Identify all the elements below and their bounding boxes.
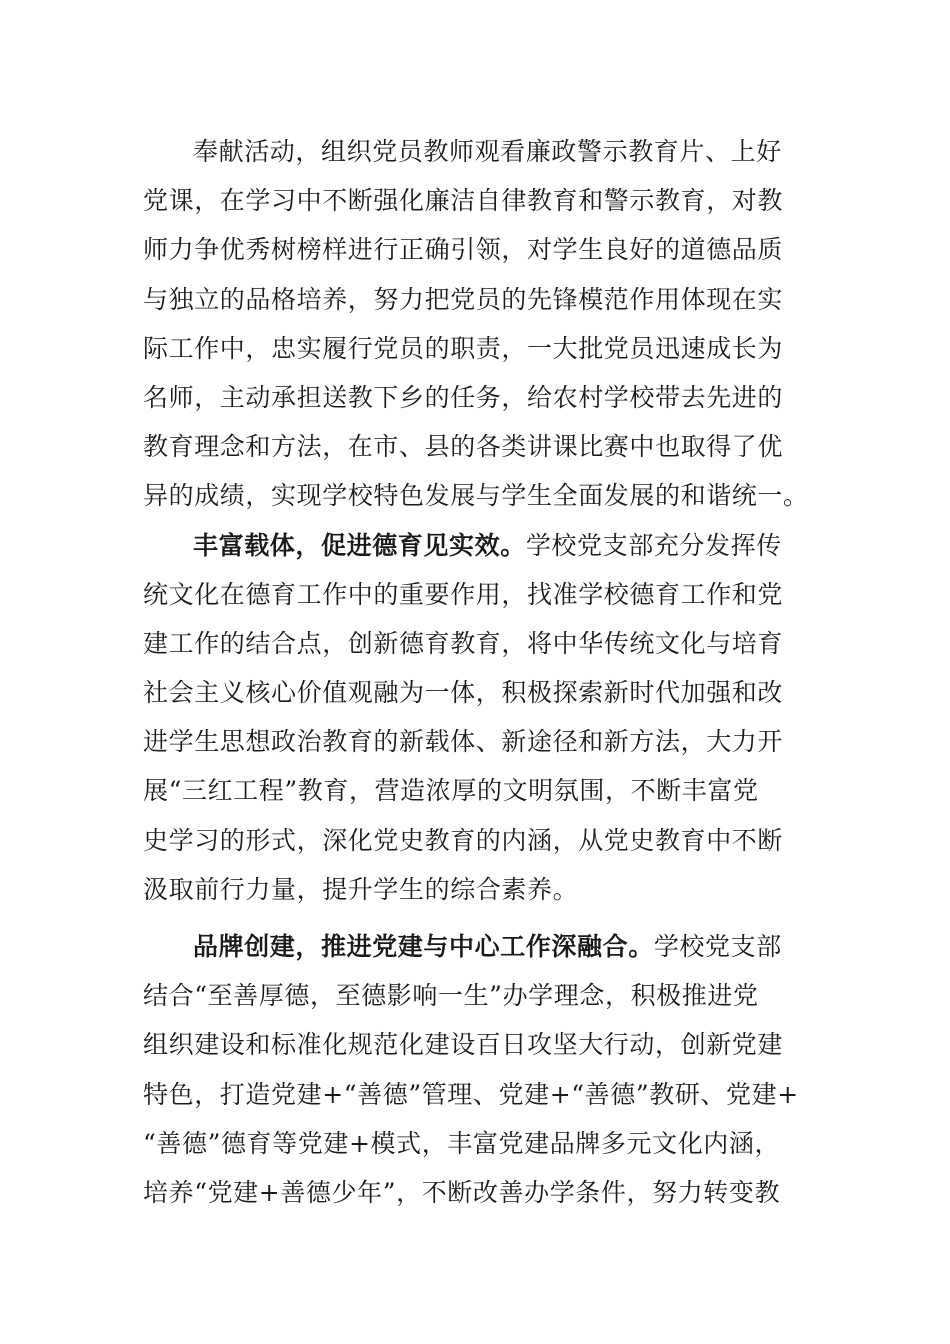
text-line: 进学生思想政治教育的新载体、新途径和新方法，大力开 (143, 727, 784, 757)
paragraph-2 (143, 521, 808, 915)
paragraph-first-line (143, 521, 808, 570)
text-line: 统文化在德育工作中的重要作用，找准学校德育工作和党 (143, 579, 784, 609)
text-line: 奉献活动，组织党员教师观看廉政警示教育片、上好 (193, 137, 782, 166)
text-line: 师力争优秀树榜样进行正确引领，对学生良好的道德品质 (143, 235, 784, 265)
text-line: 与独立的品格培养，努力把党员的先锋模范作用体现在实 (143, 284, 784, 314)
text-line: 培养“党建+善德少年”，不断改善办学条件，努力转变教 (143, 1177, 781, 1207)
text-line: 社会主义核心价值观融为一体，积极探索新时代加强和改 (143, 678, 784, 708)
text-span: 学校党支部充分发挥传 (525, 530, 782, 560)
text-line: 异的成绩，实现学校特色发展与学生全面发展的和谐统一。 (143, 481, 809, 511)
text-line: 党课，在学习中不断强化廉洁自律教育和警示教育，对教 (143, 186, 784, 216)
text-line: 建工作的结合点，创新德育教育，将中华传统文化与培育 (143, 628, 784, 658)
text-line: 汲取前行力量，提升学生的综合素养。 (143, 874, 579, 904)
paragraph-3 (143, 922, 808, 1217)
document-page (143, 127, 808, 1217)
paragraph-1 (143, 127, 808, 521)
text-line: 展“三红工程”教育，营造浓厚的文明氛围，不断丰富党 (143, 776, 759, 806)
text-line: 史学习的形式，深化党史教育的内涵，从党史教育中不断 (143, 825, 784, 855)
paragraph-first-line (143, 922, 808, 971)
section-heading: 品牌创建，推进党建与中心工作深融合。 (193, 932, 654, 961)
text-line: 际工作中，忠实履行党员的职责，一大批党员迅速成长为 (143, 333, 784, 363)
text-span: 学校党支部 (653, 932, 782, 961)
text-line: 名师，主动承担送教下乡的任务，给农村学校带去先进的 (143, 382, 784, 412)
text-line: 结合“至善厚德，至德影响一生”办学理念，积极推进党 (143, 981, 759, 1011)
text-line: 组织建设和标准化规范化建设百日攻坚大行动，创新党建 (143, 1030, 784, 1060)
text-line: “善德”德育等党建+模式，丰富党建品牌多元文化内涵， (143, 1128, 781, 1158)
section-heading: 丰富载体，促进德育见实效。 (193, 530, 526, 560)
text-line: 教育理念和方法，在市、县的各类讲课比赛中也取得了优 (143, 432, 784, 462)
text-line: 特色，打造党建+“善德”管理、党建+“善德”教研、党建+ (143, 1079, 799, 1109)
